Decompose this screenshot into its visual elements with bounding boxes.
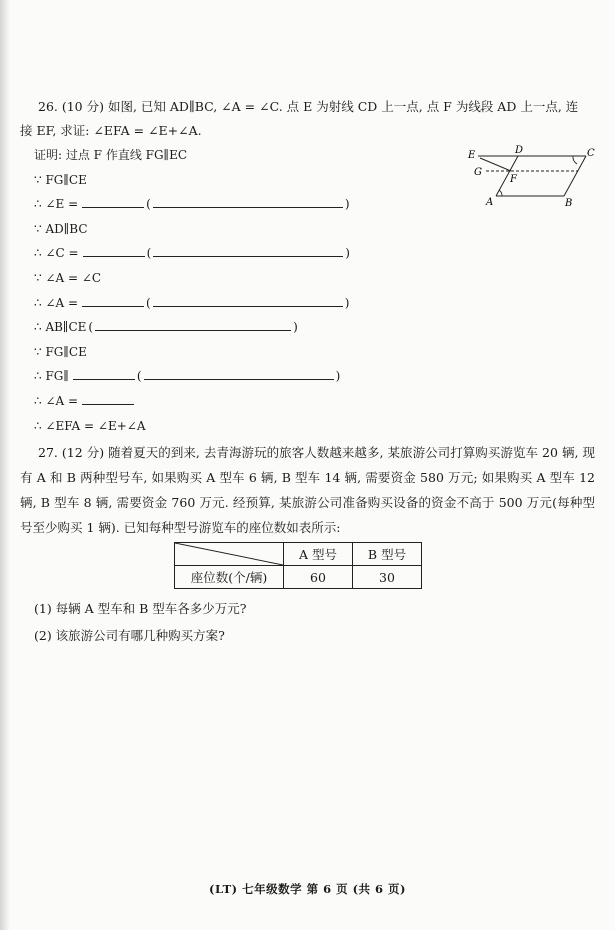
proof-text: ∴ ∠C =: [34, 246, 79, 261]
q27-subquestion-2: (2) 该旅游公司有哪几种购买方案?: [34, 628, 225, 643]
reason-blank[interactable]: [153, 295, 343, 307]
proof-text: ∴ ∠A =: [34, 394, 79, 408]
proof-line: [34, 172, 87, 188]
table-header-b: B 型号: [353, 543, 422, 566]
proof-line: [34, 196, 352, 212]
proof-text: ∴ AB∥CE: [34, 320, 87, 335]
table-row: [175, 566, 422, 589]
proof-line: [34, 319, 300, 335]
proof-line: [34, 393, 134, 409]
answer-blank[interactable]: [82, 295, 144, 307]
close-paren: ): [345, 246, 350, 261]
page-footer: (LT) 七年级数学 第 6 页 (共 6 页): [209, 882, 406, 896]
proof-line: [34, 221, 88, 237]
proof-line: [34, 418, 146, 434]
table-header-row: [175, 543, 422, 566]
proof-text: ∴ ∠EFA = ∠E+∠A: [34, 418, 146, 433]
angle-c-mark: [573, 156, 577, 164]
proof-text: ∵ FG∥CE: [34, 172, 87, 187]
answer-blank[interactable]: [82, 196, 144, 208]
q27-subquestion-1: (1) 每辆 A 型车和 B 型车各多少万元?: [34, 601, 247, 616]
label-e: E: [468, 150, 476, 161]
label-a: A: [486, 197, 494, 208]
q26-statement-line2: 接 EF, 求证: ∠EFA = ∠E+∠A.: [20, 123, 202, 138]
reason-blank[interactable]: [144, 368, 334, 380]
answer-blank[interactable]: [73, 368, 135, 380]
proof-line: [34, 295, 351, 311]
open-paren: (: [146, 295, 151, 310]
proof-text: ∵ AD∥BC: [34, 221, 88, 236]
proof-text: 证明: 过点 F 作直线 FG∥EC: [34, 148, 188, 162]
proof-line: [34, 147, 187, 163]
q27-statement: 27. (12 分) 随着夏天的到来, 去青海游玩的旅客人数越来越多, 某旅游公司打算购买游览车 20 辆, 现有 A 和 B 两种型号车, 如果购买 A 型车 6 辆, B 型车 14 辆, 需要资金 580 万元; 如果购买 A 型车 12 辆, B 型车 8 辆, 需要资金 760 万元. 经预算, 某旅游公司准备购买设备的资金不高于 500 万元(每种型号至少购买 1 辆). 已知每种型号游览车的座位数如表所示:: [20, 445, 595, 535]
proof-text: ∵ FG∥CE: [34, 344, 87, 359]
proof-text: ∴ FG∥: [34, 369, 69, 384]
table-row-label: 座位数(个/辆): [175, 566, 284, 589]
close-paren: ): [335, 369, 341, 384]
proof-text: ∵ ∠A = ∠C: [34, 271, 102, 285]
label-g: G: [474, 167, 482, 178]
reason-blank[interactable]: [95, 319, 291, 331]
open-paren: (: [136, 369, 142, 384]
line-ef: [480, 158, 511, 171]
close-paren: ): [344, 197, 350, 212]
proof-text: ∴ ∠A =: [34, 295, 79, 310]
proof-line: [34, 368, 342, 384]
proof-text: ∴ ∠E =: [34, 197, 79, 212]
proof-line: [34, 344, 87, 360]
seat-table: [174, 542, 422, 589]
answer-blank[interactable]: [82, 393, 134, 405]
open-paren: (: [146, 197, 151, 212]
reason-blank[interactable]: [153, 245, 343, 257]
label-f: F: [510, 174, 517, 185]
angle-a-mark: [499, 190, 502, 196]
parallelogram-figure: [466, 144, 596, 212]
answer-blank[interactable]: [83, 245, 145, 257]
label-d: D: [515, 145, 524, 156]
proof-line: [34, 270, 101, 286]
label-c: C: [587, 148, 595, 159]
close-paren: ): [293, 320, 298, 335]
table-diagonal-cell: [175, 543, 284, 566]
table-header-a: A 型号: [284, 543, 353, 566]
open-paren: (: [146, 246, 152, 261]
diagonal-line: [175, 543, 283, 565]
scan-edge-shadow: [0, 0, 10, 930]
reason-blank[interactable]: [153, 196, 343, 208]
close-paren: ): [344, 295, 350, 310]
table-cell-b: 30: [353, 566, 422, 589]
label-b: B: [565, 198, 573, 209]
table-cell-a: 60: [284, 566, 353, 589]
proof-line: [34, 245, 352, 261]
q26-statement-line1: 26. (10 分) 如图, 已知 AD∥BC, ∠A = ∠C. 点 E 为射线 CD 上一点, 点 F 为线段 AD 上一点, 连: [38, 99, 579, 114]
open-paren: (: [88, 320, 94, 335]
